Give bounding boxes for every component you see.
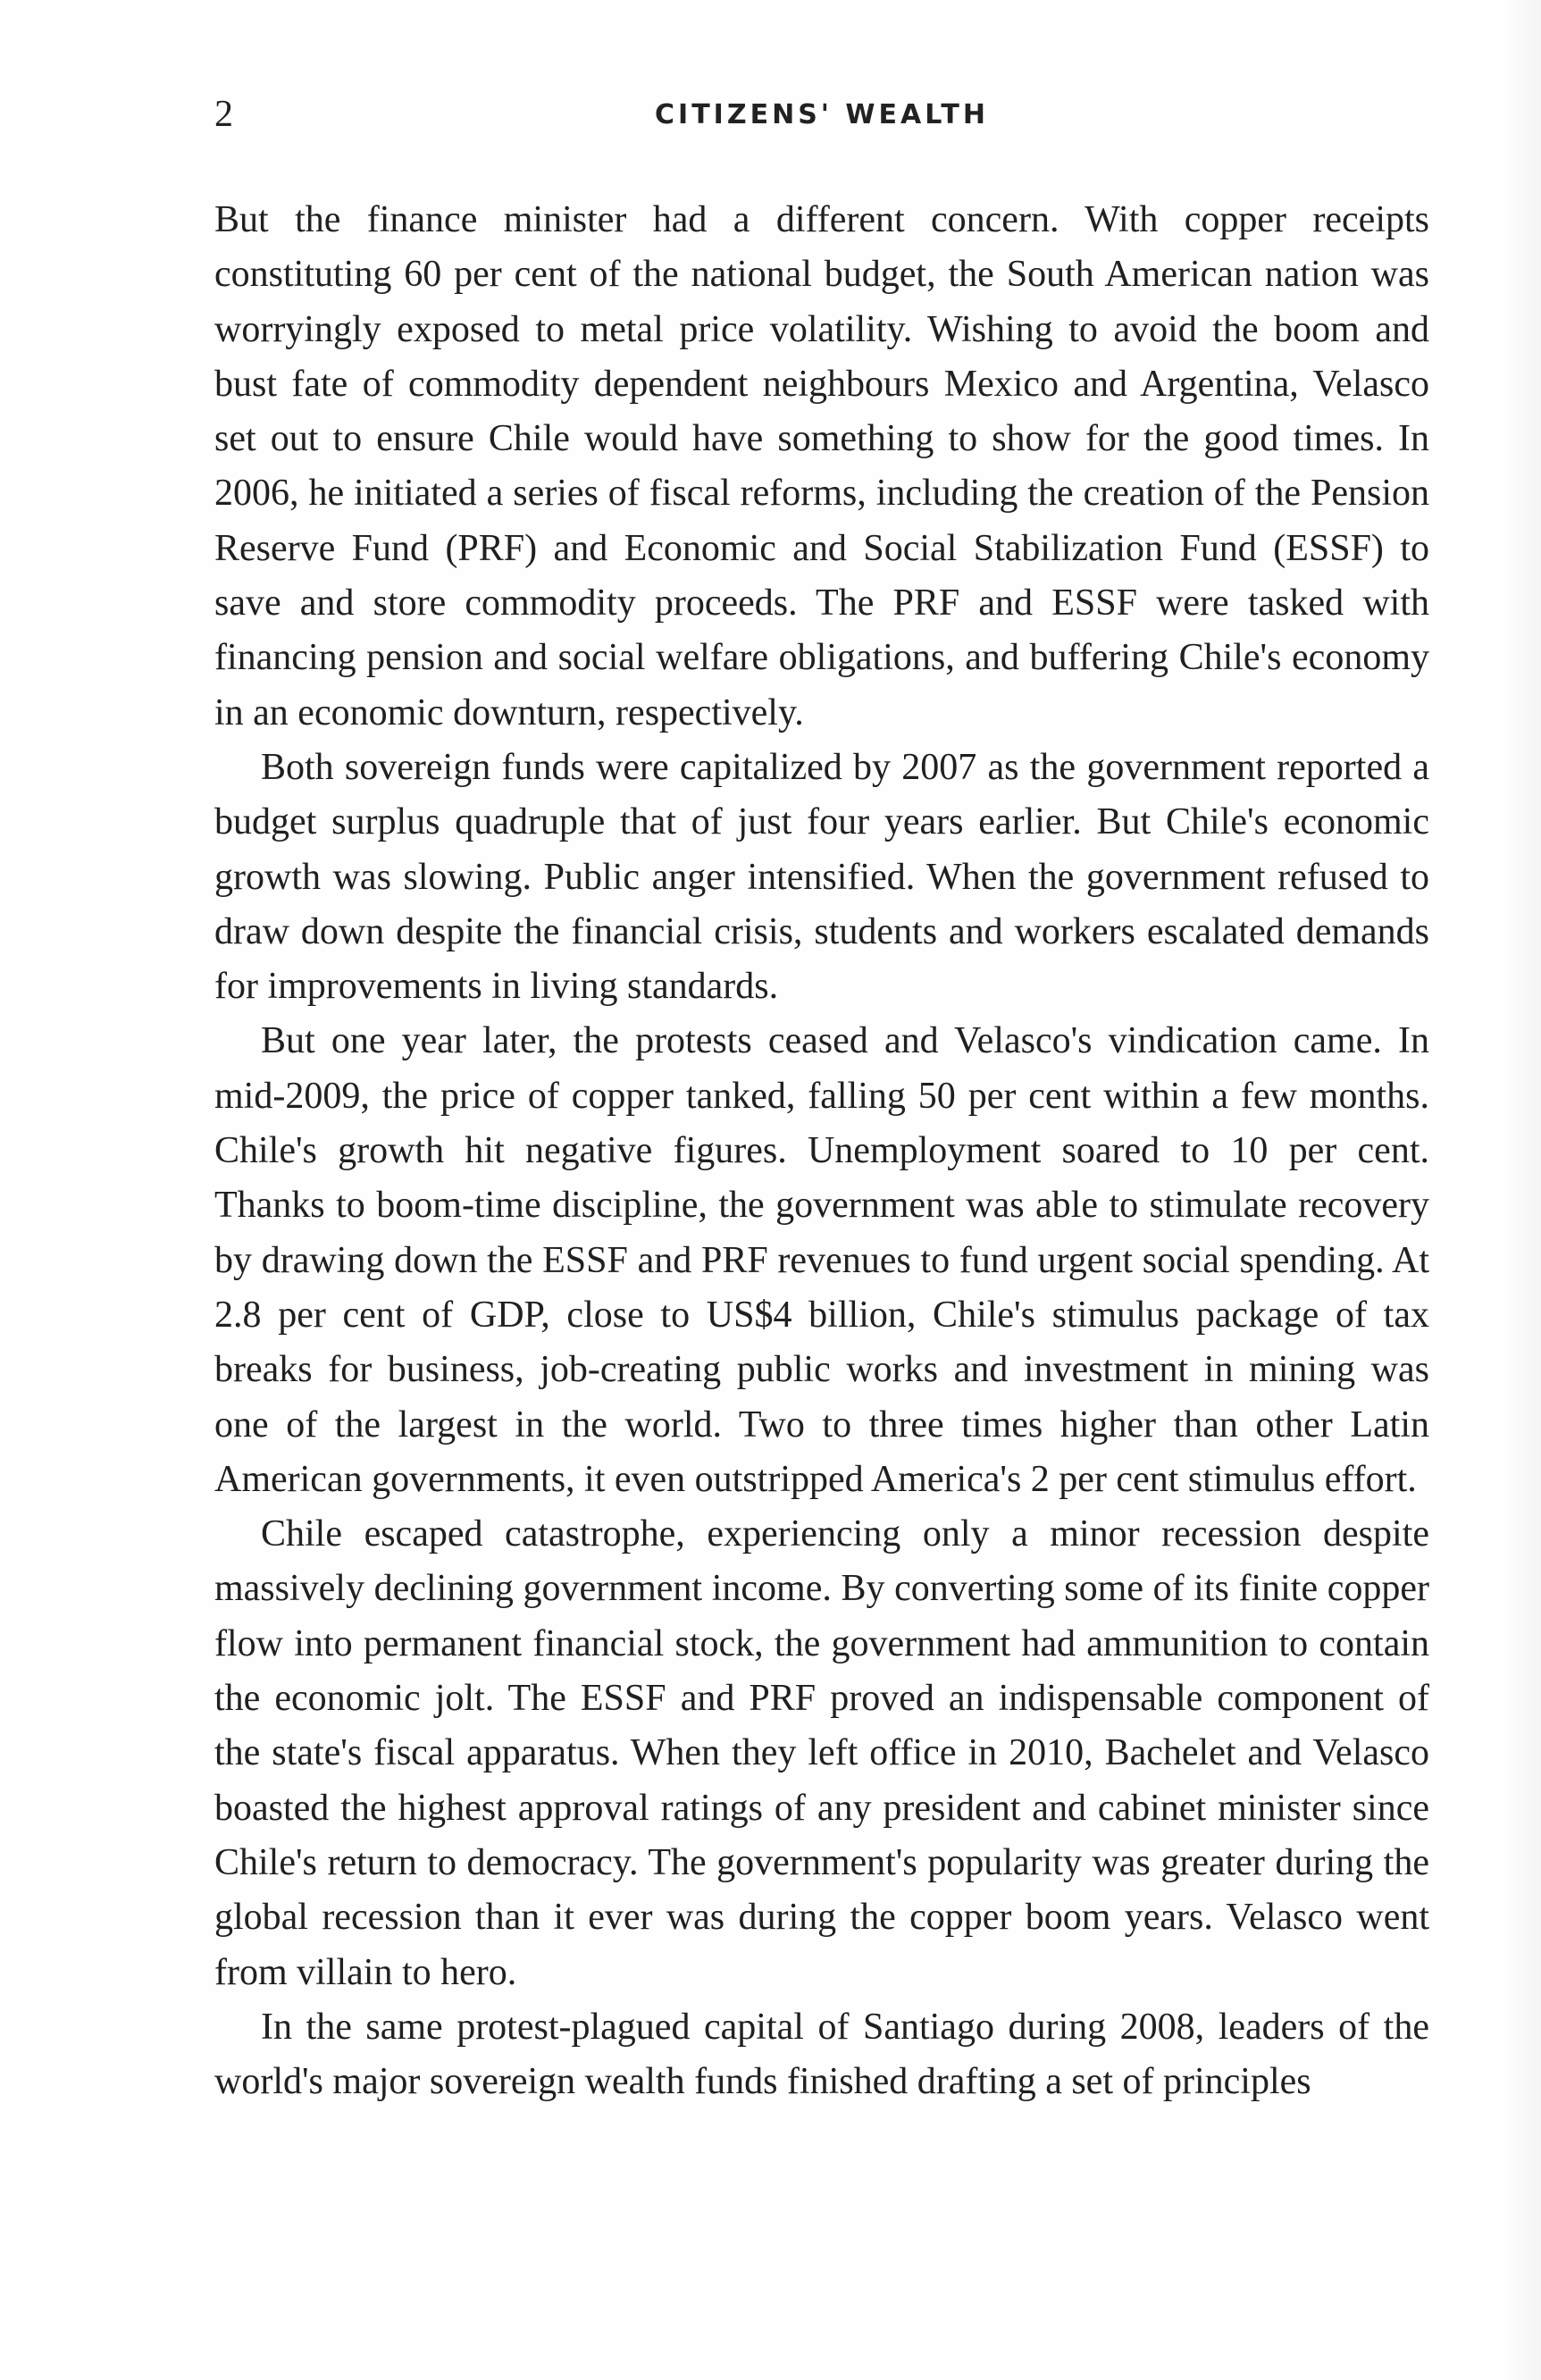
paragraph-4: Chile escaped catastrophe, experiencing only a minor recession despite massively declining government income. By converting some of its finite copper flow into permanent financial stock, the government had ammunition to contain the economic jolt. The ESSF and PRF proved an indispensable component of the state's fiscal apparatus. When they left office in 2010, Bachelet and Velasco boasted the highest approval ratings of any president and cabinet minister since Chile's return to democracy. The government's popularity was greater during the global recession than it ever was during the copper boom years. Velasco went from villain to hero. [214,1513,1429,1993]
page-edge-shadow [1505,0,1541,2380]
paragraph-5: In the same protest-plagued capital of Santiago during 2008, leaders of the world's major sovereign wealth funds finished drafting a set of principles [214,2006,1429,2103]
paragraph-3: But one year later, the protests ceased and Velasco's vindication came. In mid-2009, the price of copper tanked, falling 50 per cent within a few months. Chile's growth hit negative figures. Unemployment soared to 10 per cent. Thanks to boom-time discipline, the government was able to stimulate recovery by drawing down the ESSF and PRF revenues to fund urgent social spending. At 2.8 per cent of GDP, close to US$4 billion, Chile's stimulus package of tax breaks for business, job-creating public works and investment in mining was one of the largest in the world. Two to three times higher than other Latin American governments, it even outstripped America's 2 per cent stimulus effort. [214,1020,1429,1500]
body-text [214,193,1429,2109]
running-head [214,88,1429,150]
paragraph-2: Both sovereign funds were capitalized by 2007 as the government reported a budget surplus quadruple that of just four years earlier. But Chile's economic growth was slowing. Public anger intensified. When the government refused to draw down despite the financial crisis, students and workers escalated demands for improvements in living standards. [214,746,1429,1008]
paragraph-1: But the finance minister had a different concern. With copper receipts constituting 60 per cent of the national budget, the South American nation was worryingly exposed to metal price volatility. Wishing to avoid the boom and bust fate of commodity dependent neighbours Mexico and Argentina, Velasco set out to ensure Chile would have something to show for the good times. In 2006, he initiated a series of fiscal reforms, including the creation of the Pension Reserve Fund (PRF) and Economic and Social Stabilization Fund (ESSF) to save and store commodity proceeds. The PRF and ESSF were tasked with financing pension and social welfare obligations, and buffering Chile's economy in an economic downturn, respectively. [214,199,1429,733]
book-title: CITIZENS' WEALTH [655,99,989,130]
page-number: 2 [214,94,233,135]
